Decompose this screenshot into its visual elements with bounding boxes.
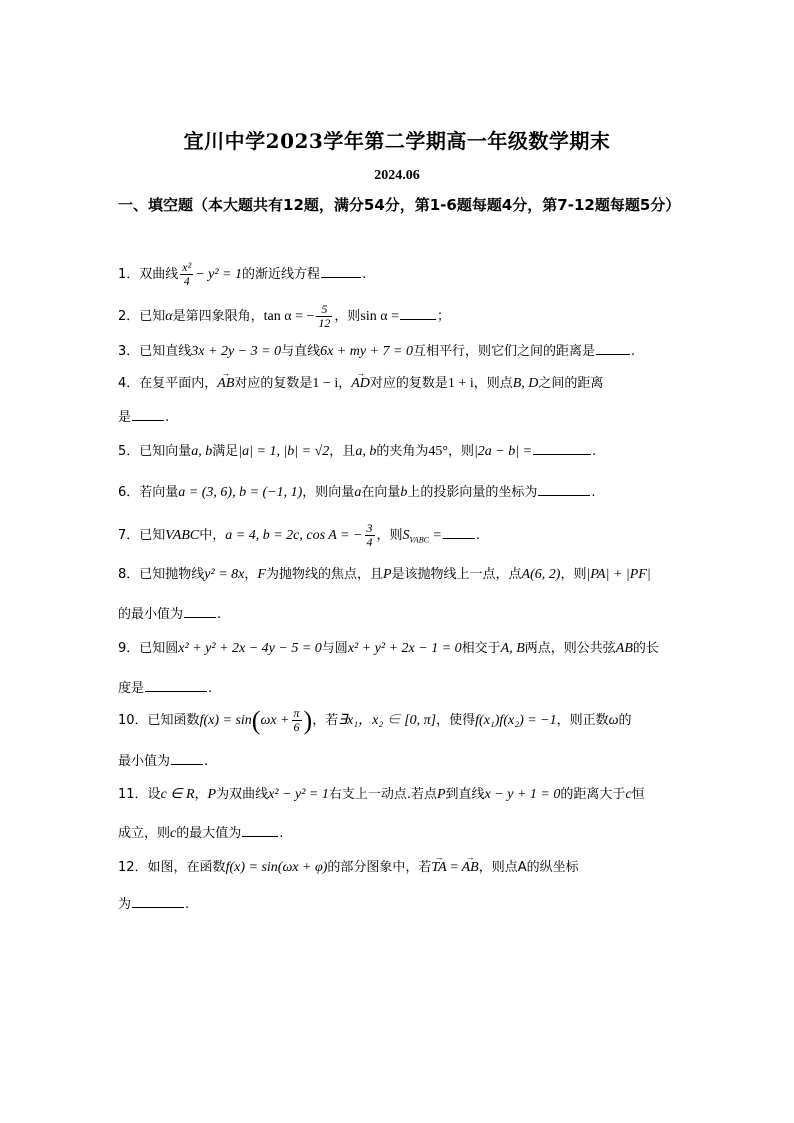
fraction xyxy=(180,261,193,288)
math-expression: a, b xyxy=(355,444,377,459)
question-text: ，则 xyxy=(447,444,474,459)
question-text: 对应的复数是 xyxy=(369,376,448,391)
question-number: 2． xyxy=(118,309,140,324)
question-text: 满足 xyxy=(212,444,239,459)
math-expression: ∃x₁，x₂ ∈ [0, π] xyxy=(338,713,437,728)
fraction xyxy=(316,303,332,330)
math-expression: 6x + my + 7 = 0 xyxy=(320,344,413,359)
math-expression: |2a − b| = xyxy=(473,444,533,459)
math-expression: x² + y² + 2x − 1 = 0 xyxy=(347,641,462,656)
math-expression: y² = 8x xyxy=(204,567,245,582)
question-text: 已知函数 xyxy=(147,713,200,728)
question-text: 若向量 xyxy=(139,485,179,500)
question-text: 在向量 xyxy=(361,485,401,500)
math-expression: B, D xyxy=(512,376,539,391)
math-expression: |a| = 1, |b| = √2 xyxy=(238,444,330,459)
question-number: 6． xyxy=(118,485,140,500)
question-11-continued xyxy=(118,822,283,842)
math-expression: b xyxy=(400,485,408,500)
punctuation: . xyxy=(185,897,190,912)
question-text: 已知直线 xyxy=(139,344,192,359)
question-5 xyxy=(118,442,678,460)
question-8-continued xyxy=(118,603,221,622)
fraction-numerator: π xyxy=(293,706,300,720)
answer-blank[interactable] xyxy=(596,342,630,355)
question-number: 5． xyxy=(118,444,140,459)
math-expression: A, B xyxy=(500,641,525,656)
answer-blank[interactable] xyxy=(184,605,216,618)
page-title: 宜川中学2023学年第二学期高一年级数学期末 xyxy=(183,129,611,153)
math-expression: |PA| + |PF| xyxy=(586,567,651,582)
math-expression: − y² = 1 xyxy=(195,267,243,282)
question-text: ，则 xyxy=(560,567,587,582)
question-text: 对应的复数是 xyxy=(234,376,313,391)
answer-blank[interactable] xyxy=(145,679,207,692)
math-expression: c xyxy=(625,787,632,802)
math-expression: A(6, 2) xyxy=(521,567,561,582)
exam-date: 2024.06 xyxy=(374,168,420,183)
question-text: 是第四象限角， xyxy=(172,309,264,324)
question-11 xyxy=(118,786,678,803)
question-4-continued xyxy=(118,406,169,425)
question-text: 中， xyxy=(199,528,226,543)
question-text: ，若 xyxy=(312,713,339,728)
fraction xyxy=(292,707,302,734)
answer-blank[interactable] xyxy=(132,408,164,421)
fraction-denominator: 12 xyxy=(318,316,331,330)
question-10 xyxy=(118,707,678,734)
question-number: 4． xyxy=(118,376,140,391)
vector-AB: → AB xyxy=(462,859,479,876)
fraction-denominator: 4 xyxy=(183,274,190,288)
question-number: 1． xyxy=(118,267,140,282)
fraction-numerator: 5 xyxy=(316,303,332,317)
vector-TA: → TA xyxy=(431,859,446,876)
question-text: 成立，则 xyxy=(118,826,171,841)
right-paren: ) xyxy=(303,706,313,735)
question-number: 9． xyxy=(118,641,140,656)
math-expression: AB xyxy=(615,641,633,656)
math-expression: P xyxy=(207,787,217,802)
question-number: 8． xyxy=(118,567,140,582)
question-2 xyxy=(118,303,678,330)
question-text: 已知 xyxy=(139,528,166,543)
question-text: 到直线 xyxy=(445,787,485,802)
fraction-numerator: 3 xyxy=(366,521,373,535)
question-text: 已知抛物线 xyxy=(139,567,205,582)
math-expression: S xyxy=(402,528,410,543)
math-expression: a xyxy=(354,485,362,500)
math-expression: P xyxy=(382,567,392,582)
math-expression: tan α = − xyxy=(263,309,315,324)
fraction-denominator: 4 xyxy=(366,535,373,549)
fraction xyxy=(365,522,375,549)
question-4 xyxy=(118,375,678,392)
math-expression: x − y + 1 = 0 xyxy=(484,787,561,802)
math-expression: f(x) = sin(ωx + φ) xyxy=(225,860,328,875)
punctuation: . xyxy=(208,681,213,696)
vector-AB: → AB xyxy=(217,375,234,392)
question-9 xyxy=(118,640,678,657)
question-text: ， xyxy=(244,567,258,582)
question-text: ，使得 xyxy=(436,713,476,728)
math-expression: = xyxy=(446,860,462,875)
question-text: 如图，在函数 xyxy=(147,860,226,875)
math-expression: 3x + 2y − 3 = 0 xyxy=(191,344,282,359)
question-text: 最小值为 xyxy=(118,754,171,769)
math-expression: P xyxy=(436,787,446,802)
fraction-numerator: x² xyxy=(182,260,192,274)
question-text: 之间的距离 xyxy=(538,376,604,391)
math-expression: = xyxy=(428,528,442,543)
question-text: 为抛物线的焦点，且 xyxy=(265,567,383,582)
answer-blank[interactable] xyxy=(533,442,591,455)
question-12 xyxy=(118,859,678,876)
math-expression: a, b xyxy=(191,444,213,459)
question-text: ， xyxy=(194,787,208,802)
math-expression: x² + y² + 2x − 4y − 5 = 0 xyxy=(178,641,322,656)
question-text: 的 xyxy=(618,713,632,728)
math-expression: ω xyxy=(608,713,619,728)
question-text: 的距离大于 xyxy=(560,787,626,802)
answer-blank[interactable] xyxy=(400,307,436,320)
math-expression: a = (3, 6), b = (−1, 1) xyxy=(178,485,303,500)
fraction-denominator: 6 xyxy=(293,720,300,734)
answer-blank[interactable] xyxy=(538,483,590,496)
math-expression: x² − y² = 1 xyxy=(268,787,329,802)
question-text: 是该抛物线上一点，点 xyxy=(391,567,522,582)
question-text: 与圆 xyxy=(321,641,348,656)
question-text: ，则正数 xyxy=(556,713,609,728)
question-text: ，且 xyxy=(329,444,356,459)
question-text: 已知向量 xyxy=(139,444,192,459)
question-number: 3． xyxy=(118,344,140,359)
question-text: 已知圆 xyxy=(139,641,179,656)
question-6 xyxy=(118,483,678,501)
question-text: 恒 xyxy=(631,787,645,802)
question-text: ， xyxy=(338,376,352,391)
math-expression: VABC xyxy=(165,528,200,543)
punctuation: . xyxy=(631,344,636,359)
punctuation: . xyxy=(204,754,209,769)
question-text: ，则 xyxy=(334,309,361,324)
question-7 xyxy=(118,522,678,549)
math-symbol: α xyxy=(165,309,173,324)
math-expression: sin α = xyxy=(360,309,399,324)
question-number: 11． xyxy=(118,787,148,802)
question-text: ，则点A的纵坐标 xyxy=(478,860,579,875)
punctuation: . xyxy=(592,444,597,459)
question-text: 的最大值为 xyxy=(176,826,242,841)
question-text: 的最小值为 xyxy=(118,607,184,622)
question-text: 上的投影向量的坐标为 xyxy=(407,485,538,500)
punctuation: . xyxy=(217,607,222,622)
question-text: ，则点 xyxy=(473,376,513,391)
question-number: 10． xyxy=(118,713,148,728)
question-text: 相交于 xyxy=(461,641,501,656)
math-expression: ωx + xyxy=(260,713,290,728)
question-text: 互相平行，则它们之间的距离是 xyxy=(412,344,595,359)
question-number: 7． xyxy=(118,528,140,543)
question-text: 的渐近线方程 xyxy=(242,267,321,282)
math-expression: 1 − i xyxy=(312,376,339,391)
question-text: 与直线 xyxy=(281,344,321,359)
question-10-continued xyxy=(118,750,208,769)
math-expression: 1 + i xyxy=(447,376,474,391)
question-text: 的长 xyxy=(632,641,659,656)
question-text: 为 xyxy=(118,897,132,912)
question-text: 的夹角为 xyxy=(376,444,429,459)
section-heading: 一、填空题（本大题共有12题，满分54分，第1-6题每题4分，第7-12题每题5分） xyxy=(118,196,681,214)
question-text: 设 xyxy=(147,787,161,802)
punctuation: . xyxy=(279,826,284,841)
left-paren: ( xyxy=(251,706,261,735)
question-text: 为双曲线 xyxy=(216,787,269,802)
punctuation: . xyxy=(362,267,367,282)
question-1 xyxy=(118,261,678,288)
answer-blank[interactable] xyxy=(443,526,475,539)
question-text: 已知 xyxy=(139,309,166,324)
question-text: 是 xyxy=(118,410,132,425)
punctuation: . xyxy=(165,410,170,425)
vector-AD: → AD xyxy=(351,375,370,392)
question-text: 双曲线 xyxy=(139,267,179,282)
math-expression: f(x₁)f(x₂) = −1 xyxy=(475,713,557,728)
math-expression: a = 4, b = 2c, cos A = − xyxy=(225,528,363,543)
punctuation: . xyxy=(591,485,596,500)
question-8 xyxy=(118,566,678,583)
math-expression: F xyxy=(257,567,266,582)
math-expression: f(x) = sin xyxy=(199,713,252,728)
question-12-continued xyxy=(118,893,189,912)
question-text: ，则 xyxy=(376,528,403,543)
answer-blank[interactable] xyxy=(132,895,184,908)
answer-blank[interactable] xyxy=(321,265,361,278)
punctuation: . xyxy=(475,528,481,543)
question-text: ，则向量 xyxy=(302,485,355,500)
question-number: 12． xyxy=(118,860,148,875)
question-text: 的部分图象中，若 xyxy=(327,860,432,875)
math-expression: 45° xyxy=(428,444,448,459)
question-text: 在复平面内， xyxy=(139,376,218,391)
answer-blank[interactable] xyxy=(171,752,203,765)
question-text: 度是 xyxy=(118,681,145,696)
math-expression: c ∈ R xyxy=(160,787,195,802)
punctuation: ； xyxy=(437,309,451,324)
math-subscript: VABC xyxy=(409,535,429,545)
question-9-continued xyxy=(118,677,212,696)
question-text: 两点，则公共弦 xyxy=(524,641,616,656)
question-text: 右支上一动点.若点 xyxy=(328,787,437,802)
answer-blank[interactable] xyxy=(242,824,278,837)
math-expression: c xyxy=(170,826,177,841)
question-3 xyxy=(118,342,678,360)
